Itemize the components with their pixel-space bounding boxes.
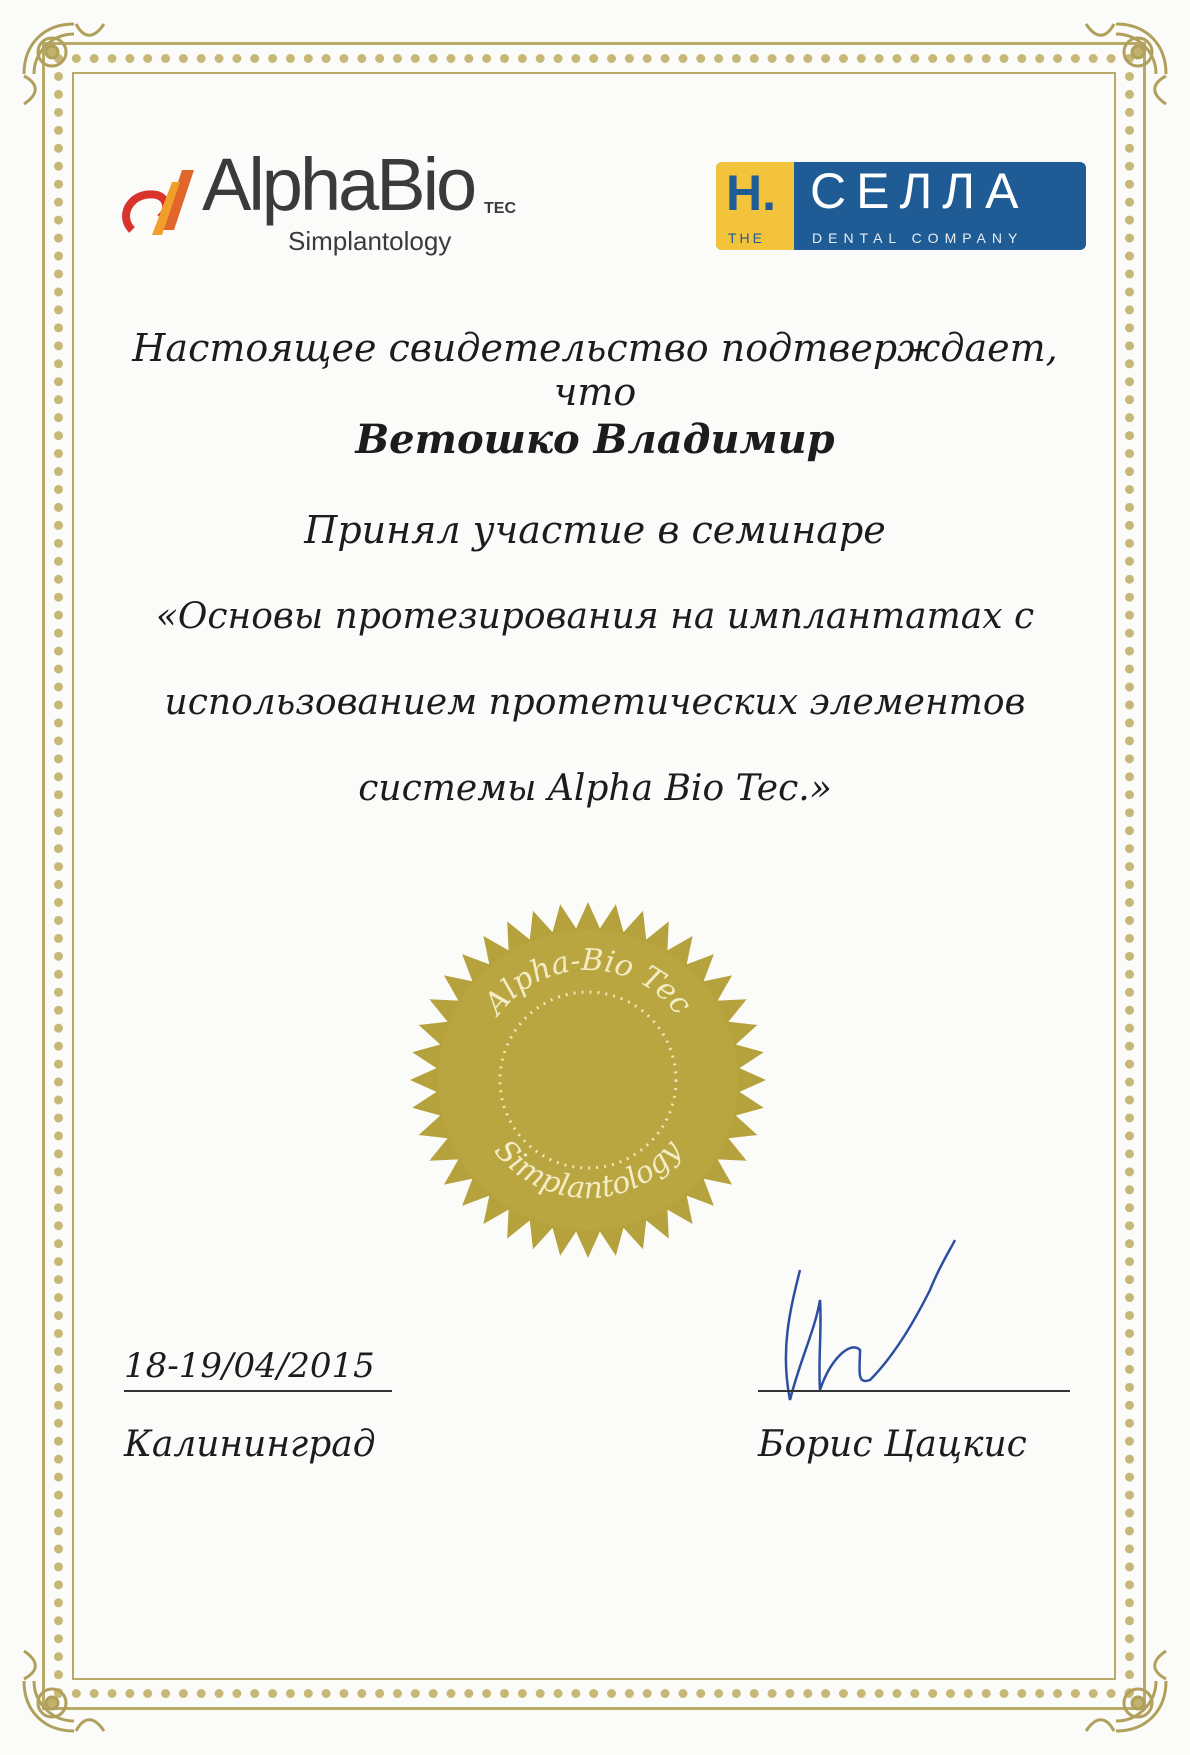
seminar-date: 18-19/04/2015	[124, 1346, 392, 1392]
corner-ornament-icon	[14, 1621, 134, 1741]
alpha-bio-subtitle: Simplantology	[288, 226, 452, 256]
corner-ornament-icon	[1056, 1621, 1176, 1741]
seminar-title-line1: «Основы протезирования на имплантатах с	[155, 596, 1035, 637]
corner-ornament-icon	[14, 14, 134, 134]
seminar-title-line2: использованием протетических элементов	[164, 682, 1026, 723]
alpha-bio-tec: TEC	[484, 200, 516, 217]
participation-text: Принял участие в семинаре	[304, 508, 886, 552]
alpha-bio-brand: AlphaBio	[202, 143, 475, 226]
nsella-word: СЕЛЛА	[810, 163, 1029, 219]
seminar-city: Калининград	[124, 1424, 376, 1465]
nsella-logo	[716, 162, 1086, 250]
seminar-title-line3: системы Alpha Bio Tec.»	[358, 768, 832, 809]
gold-seal	[408, 900, 768, 1260]
certificate-intro: Настоящее свидетельство подтверждает, что	[132, 326, 1058, 414]
corner-ornament-icon	[1056, 14, 1176, 134]
signature-icon	[760, 1210, 1000, 1430]
alpha-bio-logo	[112, 142, 532, 262]
nsella-tagline: DENTAL COMPANY	[812, 230, 1024, 246]
seal-top-text: Alpha-Bio Tec	[477, 942, 699, 1022]
recipient-name: Ветошко Владимир	[355, 416, 835, 463]
signer-name: Борис Цацкис	[758, 1424, 1027, 1465]
signature-line	[758, 1390, 1070, 1392]
alpha-bio-mark-icon	[112, 160, 202, 250]
nsella-mark: Н.	[726, 165, 776, 221]
nsella-the: THE	[728, 230, 765, 246]
seal-bottom-text: Simplantology	[487, 1133, 689, 1207]
